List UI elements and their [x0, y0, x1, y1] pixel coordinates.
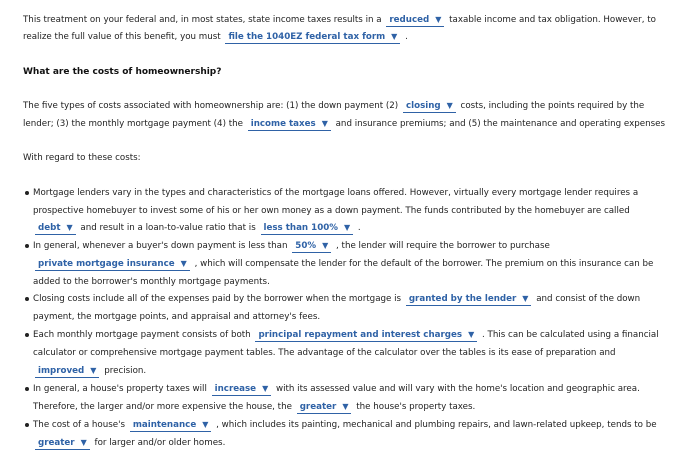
- intro-text: This treatment on your federal and, in most states, state income taxes results in a: [23, 15, 382, 25]
- section-heading: What are the costs of homeownership?: [23, 67, 222, 77]
- dropdown-value: principal repayment and interest charges: [258, 330, 463, 340]
- costs-text: lender; (3) the monthly mortgage payment (4) the: [23, 119, 243, 129]
- bullet-4-line-2: [33, 347, 616, 359]
- bullet-text: with its assessed value and will vary with the home's location and geographic area.: [275, 384, 640, 394]
- bullet-text: , which includes its painting, mechanical and plumbing repairs, and lawn-related upkeep, tends to be: [216, 420, 657, 430]
- costs-line-2: [23, 118, 665, 130]
- caret-down-icon: ▼: [391, 32, 398, 41]
- bullet-dot-icon: [25, 297, 29, 301]
- caret-down-icon: ▼: [446, 101, 453, 110]
- caret-down-icon: ▼: [468, 330, 475, 339]
- caret-down-icon: ▼: [66, 223, 73, 232]
- dropdown-value: greater: [38, 438, 75, 448]
- dropdown-value: income taxes: [250, 119, 316, 129]
- bullet-4-line-3: [33, 365, 146, 377]
- bullet-text: Each monthly mortgage payment consists of both: [33, 330, 251, 340]
- dropdown-value: increase: [214, 384, 257, 394]
- caret-down-icon: ▼: [262, 384, 269, 393]
- caret-down-icon: ▼: [522, 294, 529, 303]
- bullet-text: , the lender will require the borrower to purchase: [336, 241, 550, 251]
- intro-text: realize the full value of this benefit, you must: [23, 32, 221, 42]
- dropdown-value: 50%: [295, 241, 317, 251]
- bullet-1-line-1: [33, 187, 638, 199]
- caret-down-icon: ▼: [180, 259, 187, 268]
- dropdown-maintenance-size[interactable]: [35, 437, 90, 450]
- bullet-text: . This can be calculated using a financial: [482, 330, 659, 340]
- dropdown-value: greater: [299, 402, 337, 412]
- bullet-5-line-2: [33, 401, 475, 413]
- costs-text: costs, including the points required by the: [460, 101, 645, 111]
- bullet-text: Closing costs include all of the expenses paid by the borrower when the mortgage is: [33, 294, 402, 304]
- bullet-dot-icon: [25, 423, 29, 427]
- bullet-text: and consist of the down: [536, 294, 641, 304]
- dropdown-value: maintenance: [132, 420, 197, 430]
- dropdown-taxable-income[interactable]: [386, 14, 444, 27]
- bullet-6-line-2: [33, 437, 225, 449]
- bullet-text: In general, whenever a buyer's down payment is less than: [33, 241, 288, 251]
- bullet-dot-icon: [25, 191, 29, 195]
- dropdown-insurance-type[interactable]: [35, 258, 190, 271]
- dropdown-value: less than 100%: [263, 223, 338, 233]
- intro-text: .: [405, 32, 408, 42]
- dropdown-property-tax-change[interactable]: [212, 383, 272, 396]
- bullet-text: Mortgage lenders vary in the types and characteristics of the mortgage loans offered. However, virtually every mortgage lender requires a: [33, 188, 639, 198]
- bullet-text: payment, the mortgage points, and appraisal and attorney's fees.: [33, 312, 321, 322]
- dropdown-down-payment-threshold[interactable]: [292, 240, 331, 253]
- bullet-text: prospective homebuyer to invest some of his or her own money as a down payment. The funds contributed by the homebuyer are called: [33, 206, 630, 216]
- dropdown-down-payment-type[interactable]: [35, 222, 76, 235]
- caret-down-icon: ▼: [342, 402, 349, 411]
- caret-down-icon: ▼: [435, 15, 442, 24]
- dropdown-value: reduced: [389, 15, 430, 25]
- bullet-6-line-1: [33, 419, 657, 431]
- dropdown-value: closing: [405, 101, 441, 111]
- caret-down-icon: ▼: [321, 119, 328, 128]
- caret-down-icon: ▼: [90, 366, 97, 375]
- bullet-4-line-1: [33, 329, 659, 341]
- bullet-text: for larger and/or older homes.: [94, 438, 226, 448]
- dropdown-income-taxes[interactable]: [248, 118, 331, 131]
- regard-text: With regard to these costs:: [23, 153, 141, 163]
- bullet-2-line-1: [33, 240, 550, 252]
- bullet-text: In general, a house's property taxes will: [33, 384, 207, 394]
- bullet-text: .: [357, 223, 361, 233]
- dropdown-value: file the 1040EZ federal tax form: [228, 32, 386, 42]
- bullet-3-line-1: [33, 293, 640, 305]
- dropdown-loan-to-value[interactable]: [261, 222, 354, 235]
- bullet-text: , which will compensate the lender for the default of the borrower. The premium on this insurance can be: [194, 259, 654, 269]
- bullet-1-line-3: [33, 222, 361, 234]
- dropdown-closing[interactable]: [403, 100, 456, 113]
- bullet-3-line-2: [33, 311, 320, 323]
- bullet-dot-icon: [25, 387, 29, 391]
- bullet-dot-icon: [25, 333, 29, 337]
- dropdown-precision[interactable]: [35, 365, 99, 378]
- bullet-text: The cost of a house's: [33, 420, 126, 430]
- bullet-text: precision.: [104, 366, 147, 376]
- bullet-text: and result in a loan-to-value ratio that is: [80, 223, 256, 233]
- dropdown-mortgage-granted[interactable]: [406, 293, 532, 306]
- bullet-2-line-3: [33, 276, 270, 288]
- caret-down-icon: ▼: [80, 438, 87, 447]
- dropdown-value: improved: [38, 366, 85, 376]
- caret-down-icon: ▼: [343, 223, 351, 232]
- dropdown-value: debt: [38, 223, 61, 233]
- caret-down-icon: ▼: [202, 420, 209, 429]
- costs-text: The five types of costs associated with homeownership are: (1) the down payment (2): [23, 101, 399, 111]
- bullet-text: calculator or comprehensive mortgage payment tables. The advantage of the calculator over the tables is its ease of preparation and: [33, 348, 616, 358]
- dropdown-value: granted by the lender: [408, 294, 517, 304]
- dropdown-property-tax-size[interactable]: [297, 401, 352, 414]
- intro-text: taxable income and tax obligation. However, to: [449, 15, 656, 25]
- dropdown-house-cost[interactable]: [130, 419, 212, 432]
- dropdown-tax-form[interactable]: [225, 31, 400, 44]
- dropdown-payment-components[interactable]: [255, 329, 477, 342]
- bullet-1-line-2: [33, 205, 630, 217]
- caret-down-icon: ▼: [322, 241, 329, 250]
- bullet-dot-icon: [25, 244, 29, 248]
- bullet-text: Therefore, the larger and/or more expensive the house, the: [33, 402, 292, 412]
- bullet-text: the house's property taxes.: [356, 402, 476, 412]
- dropdown-value: private mortgage insurance: [38, 259, 175, 269]
- bullet-2-line-2: [33, 258, 653, 270]
- intro-line-1: [23, 14, 656, 26]
- bullet-text: added to the borrower's monthly mortgage payments.: [33, 277, 270, 287]
- intro-line-2: [23, 31, 408, 43]
- costs-line-1: [23, 100, 644, 112]
- costs-text: and insurance premiums; and (5) the maintenance and operating expenses: [335, 119, 665, 129]
- bullet-5-line-1: [33, 383, 640, 395]
